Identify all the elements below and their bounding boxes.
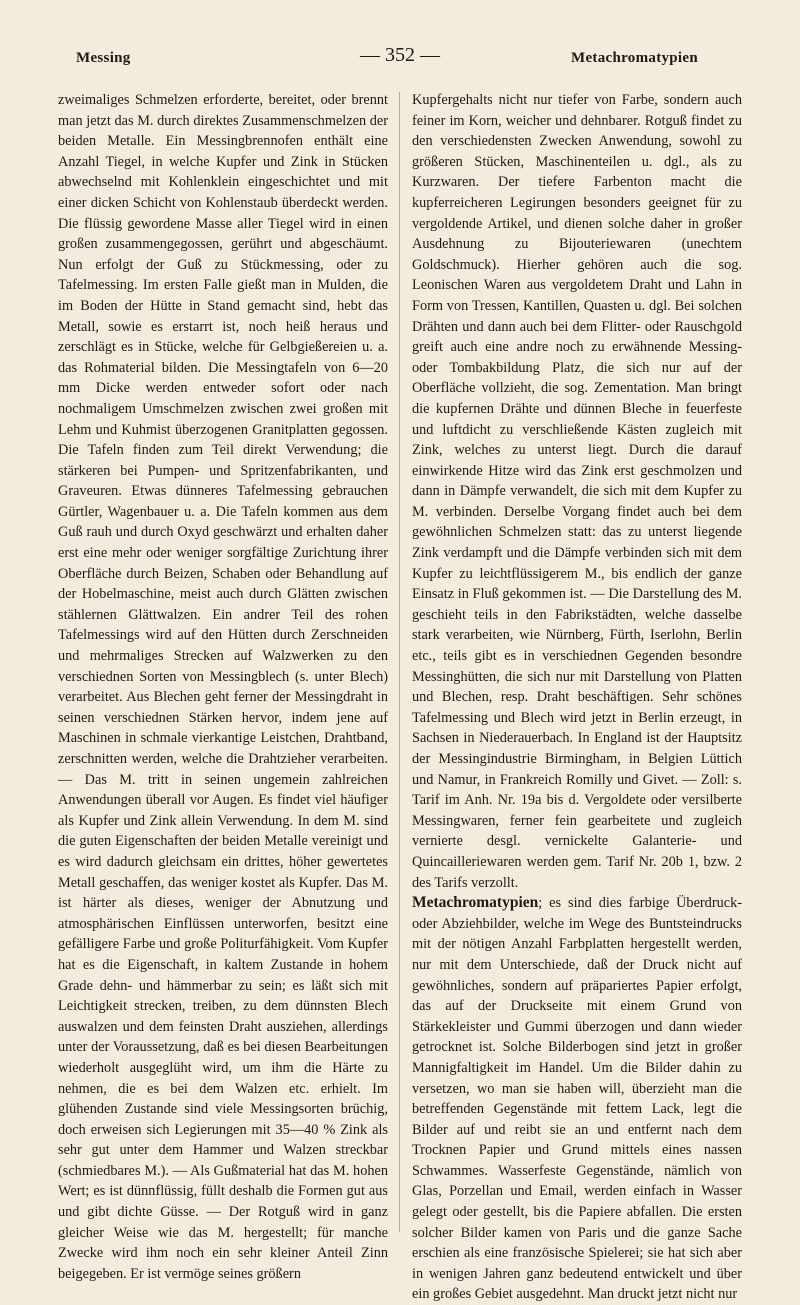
left-column-text: zweimaliges Schmelzen erforderte, bereitet, oder brennt man jetzt das M. durch direktes Zusammenschmelzen der beiden Metalle. Ein Messingbrennofen enthält eine Anzahl Tiegel, in welche Kupfer und Zink in Stücken abwechselnd mit Kohlenklein eingeschichtet und mit einer dicken Schicht von Kohlenstaub überdeckt werden. Die flüssig gewordene Masse aller Tiegel wird in einen großen zusammengegossen, gerührt und abgeschäumt. Nun erfolgt der Guß zu Stückmessing, oder zu Tafelmessing. Im ersten Falle gießt man in Mulden, die im Boden der Hütte in Stand gemacht sind, hebt das Metall, sowie es erstarrt ist, noch heiß heraus und zerschlägt es in Stücke, welche für Gelbgießereien u. a. das Rohmaterial bilden. Die Messingtafeln von 6—20 mm Dicke werden entweder sofort oder nach nochmaligem Umschmelzen zwischen zwei großen mit Lehm und Kuhmist überzogenen Granitplatten gegossen. Die Tafeln finden zum Teil direkt Verwendung; die stärkeren bei Pumpen- und Spritzenfabrikanten, und Graveuren. Etwas dünneres Tafelmessing gebrauchen Gürtler, Wagenbauer u. a. Die Tafeln kommen aus dem Guß rauh und durch Oxyd geschwärzt und erhalten daher erst eine mehr oder weniger sorgfältige Zurichtung ihrer Oberfläche durch Beizen, Schaben oder Behandlung auf der Hobelmaschine, meist auch durch Glätten zwischen stählernen Glättwalzen. Ein andrer Teil des rohen Tafelmessings wird auf den Hütten durch Zerschneiden und mehrmaliges Strecken auf Walzwerken zu den verschiednen Sorten von Messingblech (s. unter Blech) verarbeitet. Aus Blechen geht ferner der Messingdraht in seinen verschiednen Stärken hervor, indem jene auf Maschinen in schmale vierkantige Leistchen, Drahtband, zerschnitten werden, welche die Drahtzieher verarbeiten. — Das M. tritt in seinen ungemein zahlreichen Anwendungen überall vor Augen. Es findet viel häufiger als Kupfer und Zink allein Verwendung. In dem M. sind die guten Eigenschaften der beiden Metalle vereinigt und es wird dadurch gleichsam ein drittes, höher gewertetes Metall geschaffen, das weniger kostet als Kupfer. Das M. ist härter als dieses, weniger der Abnutzung und atmosphärischen Einflüssen unterworfen, besitzt eine gefälligere Farbe und große Politurfähigkeit. Vom Kupfer hat es die Eigenschaft, in kaltem Zustande in hohem Grade dehn- und hämmerbar zu sein; es läßt sich mit Leichtigkeit strecken, treiben, zu dem dünnsten Blech auswalzen und dem feinsten Draht ausziehen, allerdings unter der Voraussetzung, daß es bei diesen Bearbeitungen wiederholt ausgeglüht wird, um ihm die Härte zu nehmen, die es bei dem Walzen etc. erhielt. Im glühenden Zustande sind viele Messingsorten brüchig, doch erweisen sich Legierungen mit 35—40 % Zink als sehr gut unter dem Hammer und Walzen streckbar (schmiedbares M.). — Als Gußmaterial hat das M. hohen Wert; es ist dünnflüssig, füllt deshalb die Formen gut aus und gibt dichte Güsse. — Der Rotguß wird in ganz gleicher Weise wie das M. hergestellt; für manche Zwecke wird ihm noch ein sehr kleiner Anteil Zinn beigegeben. Er ist vermöge seines größern <box>58 92 388 1282</box>
page-header <box>62 44 738 74</box>
left-column <box>58 90 388 1282</box>
page-number: — 352 — <box>360 44 440 66</box>
right-column-text-part1: Kupfergehalts nicht nur tiefer von Farbe, sondern auch feiner im Korn, weicher und dehnbarer. Rotguß findet zu den verschiedensten Zwecken Anwendung, sowohl zu größeren Stücken, Maschinenteilen u. dgl., als zu Kurzwaren. Der tiefere Farbenton macht die kupferreicheren Legirungen besonders geeignet für zu vergoldende Artikel, und dienen solche daher in großer Ausdehnung zu Bijouteriewaren (unechtem Goldschmuck). Hierher gehören auch die sog. Leonischen Waren aus vergoldetem Draht und Lahn in Form von Tressen, Kantillen, Quasten u. dgl. Bei solchen Drähten und dann auch bei dem Flitter- oder Rauschgold greift auch eine andre noch zu erwähnende Messing- oder Tombakbildung Platz, die sich nur auf der Oberfläche vollzieht, die sog. Zementation. Man bringt die kupfernen Drähte und dünnen Bleche in feuerfeste und luftdicht zu verschließende Kästen zugleich mit Zink, welches zu unterst liegt. Durch die darauf einwirkende Hitze wird das Zink erst geschmolzen und dann in Dämpfe verwandelt, die sich mit dem Kupfer zu M. verbinden. Derselbe Vorgang findet auch bei dem gewöhnlichen Schmelzen statt: das zu unterst liegende Zink verdampft und die Dämpfe verbinden sich mit dem Kupfer zu leichtflüssigerem M., bis endlich der ganze Einsatz in Fluß gekommen ist. — Die Darstellung des M. geschieht teils in den Fabrikstädten, welche dasselbe stark verarbeiten, wie Nürnberg, Fürth, Iserlohn, Berlin etc., teils gibt es in verschiednen Gegenden besondre Messinghütten, die sich nur mit Darstellung von Platten und Blechen, resp. Draht beschäftigen. Sehr schönes Tafelmessing und Blech wird jetzt in Berlin erzeugt, in Sachsen in Niederauerbach. In England ist der Hauptsitz der Messingindustrie Birmingham, in Belgien Lüttich und Namur, in Frankreich Romilly und Givet. — Zoll: s. Tarif im Anh. Nr. 19a bis d. Vergoldete oder versilberte Messingwaren, ferner fein gearbeitete und zugleich vernierte desgl. vernickelte Galanterie- und Quincailleriewaren werden gem. Tarif Nr. 20b 1, bzw. 2 des Tarifs verzollt. <box>412 92 742 891</box>
right-column <box>412 90 742 1303</box>
header-right-keyword: Metachromatypien <box>571 50 698 66</box>
header-left-keyword: Messing <box>76 50 131 66</box>
column-divider <box>399 92 400 1232</box>
right-column-text-part2: ; es sind dies farbige Überdruck- oder Abziehbilder, welche im Wege des Buntsteindrucks mit der nötigen Anzahl Farbplatten hergestellt werden, nur mit dem Unterschiede, daß der Druck nicht auf gewöhnliches, sondern auf präpariertes Papier erfolgt, das auf der Druckseite mit einem Grund von Stärkekleister und Gummi überzogen und dann wieder getrocknet ist. Solche Bilderbogen sind jetzt in großer Mannigfaltigkeit im Handel. Um die Bilder dahin zu versetzen, wo man sie haben will, überzieht man die betreffenden Gegenstände mit fettem Lack, legt die Bilder auf und reibt sie an und entfernt nach dem Trocknen Papier und Grund mittels eines nassen Schwammes. Wasserfeste Gegenstände, nämlich von Glas, Porzellan und Email, werden einfach in Wasser gelegt oder gestellt, bis die Papiere abfallen. Die ersten solcher Bilder kamen von Paris und die ganze Sache erschien als eine französische Spielerei; sie hat sich aber in wenigen Jahren ganz bedeutend entwickelt und über ein großes Gebiet ausgedehnt. Man druckt jetzt nicht nur <box>412 895 742 1303</box>
metachromatypien-entry <box>412 893 742 1305</box>
entry-headword: Metachromatypien <box>412 894 539 912</box>
